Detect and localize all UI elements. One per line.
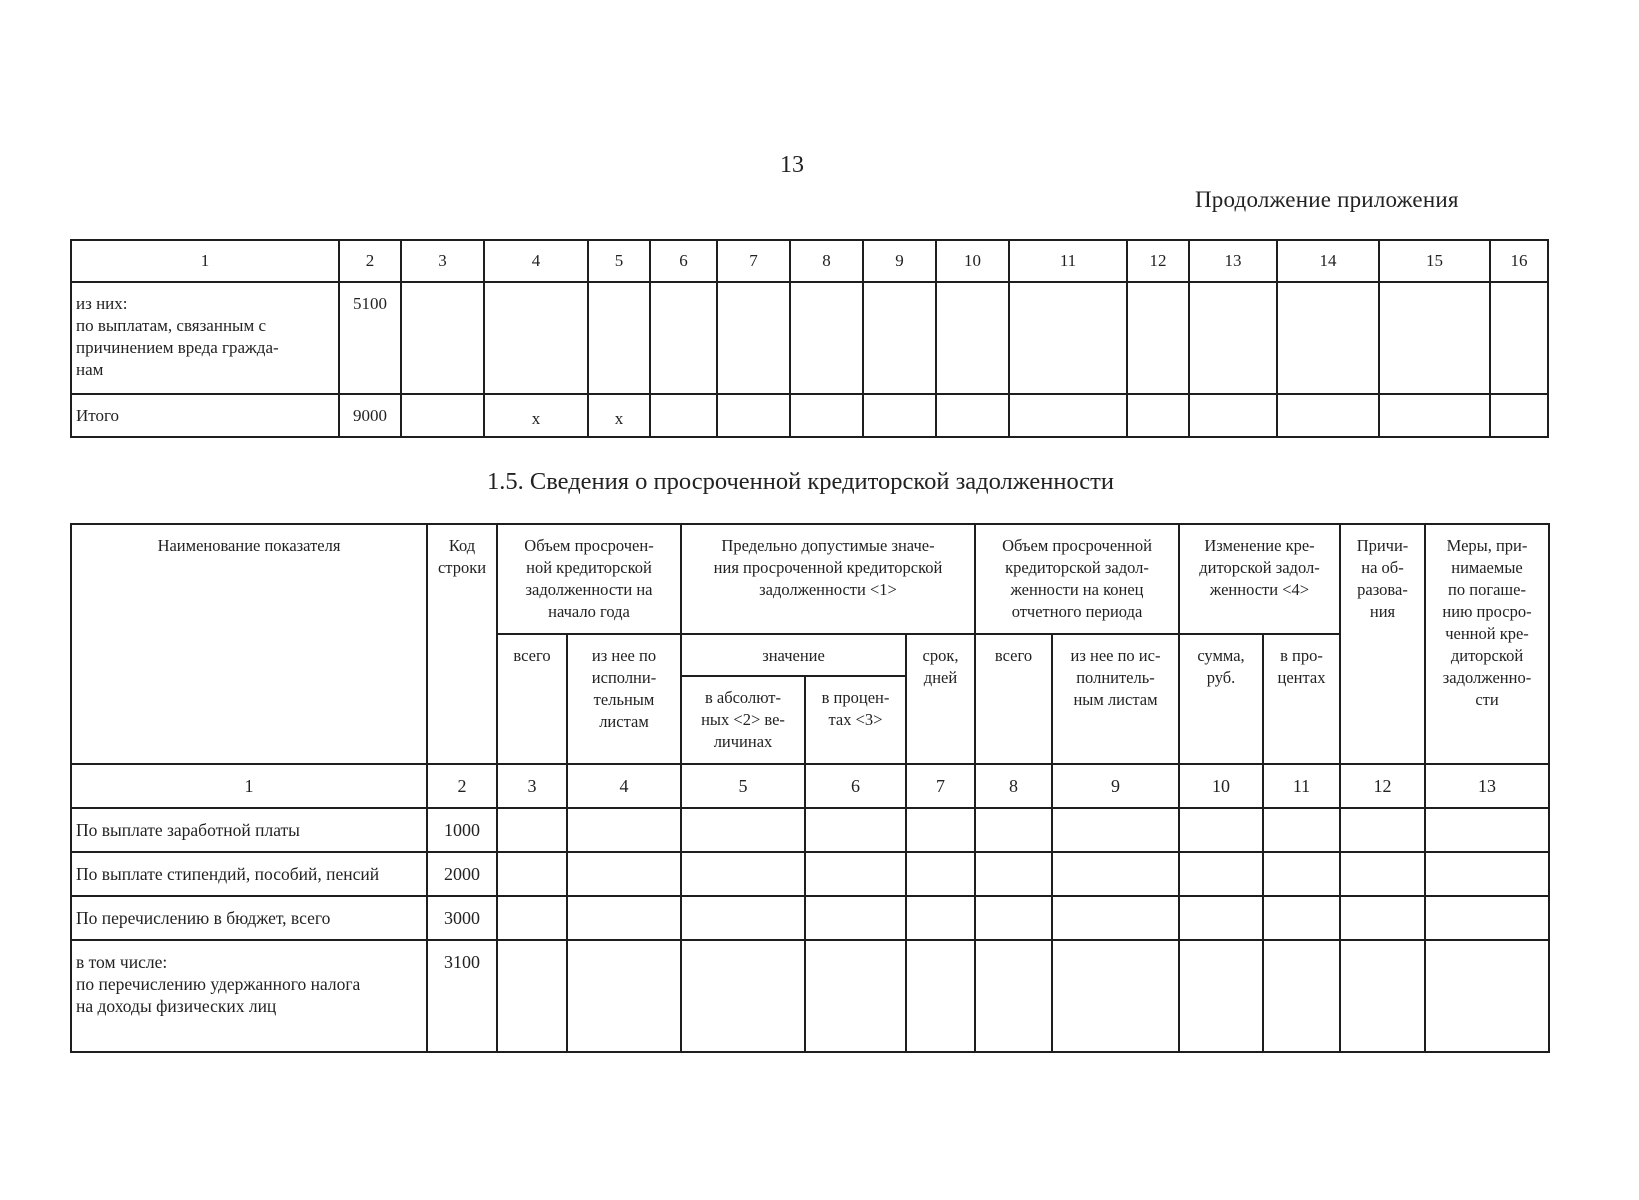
- table-row: [71, 896, 1549, 940]
- continuation-label: Продолжение приложения: [1195, 187, 1459, 212]
- col-number: 3: [401, 240, 484, 282]
- col-number: 4: [567, 764, 681, 808]
- row-code: 3000: [427, 896, 497, 940]
- section-title: 1.5. Сведения о просроченной кредиторской задолженности: [487, 468, 1114, 495]
- table-cell: [906, 896, 975, 940]
- table-cell: [975, 852, 1052, 896]
- table-cell: [1179, 852, 1263, 896]
- table-row: [71, 852, 1549, 896]
- table-cell: [1263, 940, 1340, 1052]
- row-code: 2000: [427, 852, 497, 896]
- col-number: 9: [1052, 764, 1179, 808]
- row-label: из них: по выплатам, связанным с причинением вреда гражда- нам: [71, 282, 339, 394]
- table-cell: [1379, 282, 1490, 394]
- col-number: 1: [71, 240, 339, 282]
- table-cell: [1052, 852, 1179, 896]
- column-number-row: [71, 764, 1549, 808]
- row-label: По выплате заработной платы: [71, 808, 427, 852]
- header-exec-start: из нее по исполни- тельным листам: [567, 634, 681, 764]
- overdue-payables-table: [70, 523, 1550, 1053]
- row-label: Итого: [71, 394, 339, 437]
- table-cell: [906, 808, 975, 852]
- table-cell: [790, 282, 863, 394]
- table-cell: [567, 940, 681, 1052]
- col-number: 5: [588, 240, 650, 282]
- table-row: [71, 808, 1549, 852]
- col-number: 8: [790, 240, 863, 282]
- table-cell: [936, 282, 1009, 394]
- col-number: 8: [975, 764, 1052, 808]
- col-number: 11: [1009, 240, 1127, 282]
- table-cell: [650, 394, 717, 437]
- row-label: в том числе: по перечислению удержанного налога на доходы физических лиц: [71, 940, 427, 1052]
- col-number: 14: [1277, 240, 1379, 282]
- table-row: [71, 282, 1548, 394]
- header-volume-start: Объем просрочен- ной кредиторской задолженности на начало года: [497, 524, 681, 634]
- table-cell: [906, 940, 975, 1052]
- table-cell: [1127, 394, 1189, 437]
- row-code: 3100: [427, 940, 497, 1052]
- header-indicator-name: Наименование показателя: [71, 524, 427, 764]
- table-cell: [1340, 852, 1425, 896]
- table-cell: [975, 896, 1052, 940]
- table-cell: [1490, 282, 1548, 394]
- col-number: 2: [339, 240, 401, 282]
- table-cell: [936, 394, 1009, 437]
- table-cell: [805, 852, 906, 896]
- table-continuation: [70, 239, 1549, 438]
- col-number: 15: [1379, 240, 1490, 282]
- continuation-table: [70, 239, 1549, 438]
- col-number: 3: [497, 764, 567, 808]
- col-number: 7: [906, 764, 975, 808]
- table-cell: [1425, 852, 1549, 896]
- page-number: 13: [780, 152, 804, 178]
- table-cell: [497, 940, 567, 1052]
- col-number: 12: [1340, 764, 1425, 808]
- table-cell: [1179, 808, 1263, 852]
- table-cell: x: [588, 394, 650, 437]
- table-cell: [497, 808, 567, 852]
- table-cell: [681, 896, 805, 940]
- table-cell: [1052, 808, 1179, 852]
- table-row: [71, 394, 1548, 437]
- table-cell: [1263, 852, 1340, 896]
- col-number: 5: [681, 764, 805, 808]
- table-cell: [805, 808, 906, 852]
- table-cell: [1379, 394, 1490, 437]
- table-cell: [567, 896, 681, 940]
- row-label: По выплате стипендий, пособий, пенсий: [71, 852, 427, 896]
- table-cell: [1189, 282, 1277, 394]
- table-cell: [1340, 808, 1425, 852]
- header-percent: в про- центах: [1263, 634, 1340, 764]
- table-cell: [1009, 394, 1127, 437]
- table-cell: [863, 282, 936, 394]
- table-cell: [497, 852, 567, 896]
- header-total-end: всего: [975, 634, 1052, 764]
- table-cell: [805, 896, 906, 940]
- table-cell: [484, 282, 588, 394]
- col-number: 7: [717, 240, 790, 282]
- table-cell: [588, 282, 650, 394]
- table-cell: [1009, 282, 1127, 394]
- table-cell: [650, 282, 717, 394]
- table-cell: [1263, 808, 1340, 852]
- col-number: 10: [936, 240, 1009, 282]
- header-line-code: Код строки: [427, 524, 497, 764]
- column-number-row: [71, 240, 1548, 282]
- table-cell: [975, 808, 1052, 852]
- col-number: 9: [863, 240, 936, 282]
- table-cell: [863, 394, 936, 437]
- table-cell: [1425, 808, 1549, 852]
- table-cell: [1425, 896, 1549, 940]
- col-number: 4: [484, 240, 588, 282]
- table-cell: [681, 852, 805, 896]
- header-row-1: [71, 524, 1549, 634]
- table-cell: [1277, 282, 1379, 394]
- row-code: 5100: [339, 282, 401, 394]
- col-number: 13: [1425, 764, 1549, 808]
- table-cell: [1127, 282, 1189, 394]
- table-cell: [1189, 394, 1277, 437]
- table-cell: [1340, 940, 1425, 1052]
- header-sum: сумма, руб.: [1179, 634, 1263, 764]
- overdue-payables-table-wrap: [70, 523, 1550, 1053]
- col-number: 6: [650, 240, 717, 282]
- header-change: Изменение кре- диторской задол- женности <4>: [1179, 524, 1340, 634]
- header-value: значение: [681, 634, 906, 676]
- table-cell: [401, 394, 484, 437]
- table-cell: [717, 394, 790, 437]
- header-volume-end: Объем просроченной кредиторской задол- женности на конец отчетного периода: [975, 524, 1179, 634]
- table-cell: [1179, 940, 1263, 1052]
- table-cell: [805, 940, 906, 1052]
- header-in-percent: в процен- тах <3>: [805, 676, 906, 764]
- col-number: 11: [1263, 764, 1340, 808]
- row-code: 9000: [339, 394, 401, 437]
- table-cell: [567, 808, 681, 852]
- header-total-start: всего: [497, 634, 567, 764]
- table-cell: [1277, 394, 1379, 437]
- table-cell: [681, 808, 805, 852]
- header-reason: Причи- на об- разова- ния: [1340, 524, 1425, 764]
- header-absolute: в абсолют- ных <2> ве- личинах: [681, 676, 805, 764]
- table-cell: [717, 282, 790, 394]
- table-cell: [906, 852, 975, 896]
- col-number: 2: [427, 764, 497, 808]
- col-number: 12: [1127, 240, 1189, 282]
- table-cell: [1052, 940, 1179, 1052]
- table-cell: [975, 940, 1052, 1052]
- table-cell: [1490, 394, 1548, 437]
- header-exec-end: из нее по ис- полнитель- ным листам: [1052, 634, 1179, 764]
- table-row: [71, 940, 1549, 1052]
- table-cell: x: [484, 394, 588, 437]
- col-number: 13: [1189, 240, 1277, 282]
- table-cell: [1052, 896, 1179, 940]
- col-number: 1: [71, 764, 427, 808]
- table-cell: [681, 940, 805, 1052]
- header-measures: Меры, при- нимаемые по погаше- нию просро- ченной кре- диторской задолженно- сти: [1425, 524, 1549, 764]
- table-cell: [1425, 940, 1549, 1052]
- col-number: 6: [805, 764, 906, 808]
- row-code: 1000: [427, 808, 497, 852]
- header-limits: Предельно допустимые значе- ния просроченной кредиторской задолженности <1>: [681, 524, 975, 634]
- table-cell: [567, 852, 681, 896]
- table-cell: [497, 896, 567, 940]
- table-cell: [790, 394, 863, 437]
- table-cell: [401, 282, 484, 394]
- header-term: срок, дней: [906, 634, 975, 764]
- table-cell: [1340, 896, 1425, 940]
- table-cell: [1263, 896, 1340, 940]
- col-number: 16: [1490, 240, 1548, 282]
- table-cell: [1179, 896, 1263, 940]
- col-number: 10: [1179, 764, 1263, 808]
- row-label: По перечислению в бюджет, всего: [71, 896, 427, 940]
